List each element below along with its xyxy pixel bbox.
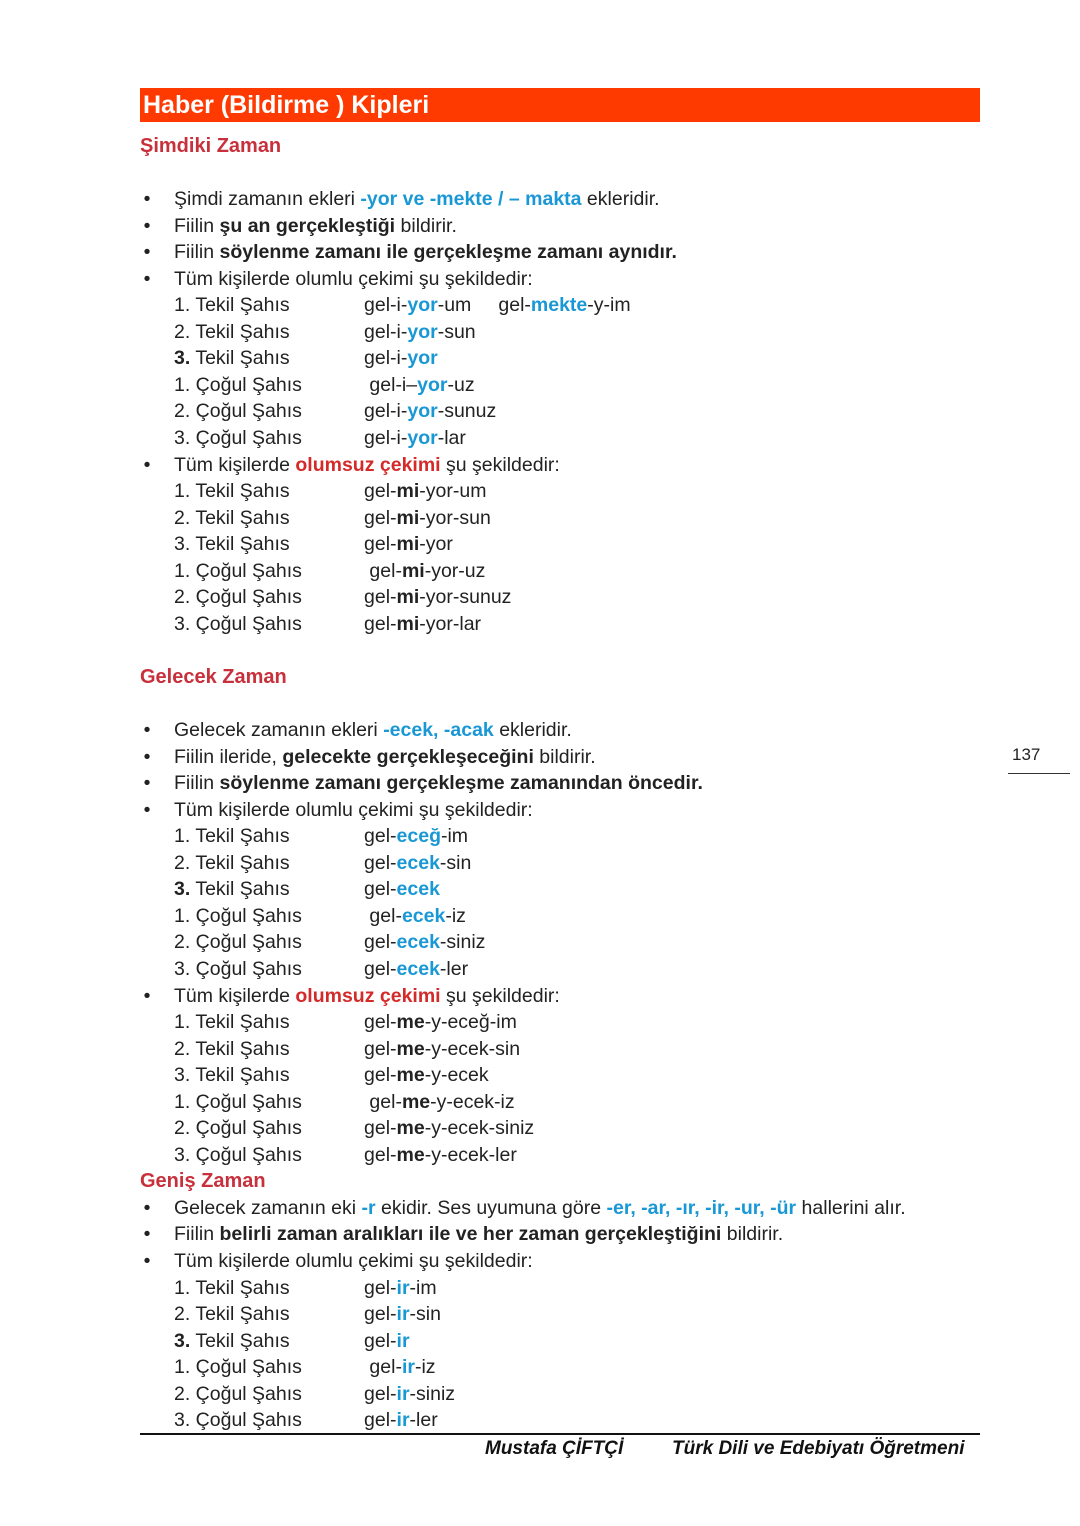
person-label: [174, 1036, 290, 1063]
text-segment: mi: [396, 506, 420, 529]
text-segment: -iz: [414, 1356, 436, 1379]
text-segment: mi: [401, 559, 425, 582]
verb-form: [364, 956, 468, 983]
section-heading: Şimdiki Zaman: [140, 135, 282, 157]
text-segment: mi: [396, 533, 420, 556]
text-segment: gel-: [364, 480, 397, 503]
conjugation-row: [140, 1115, 980, 1142]
text-segment: gel-: [364, 904, 402, 927]
conjugation-row: [140, 372, 980, 399]
text-segment: -y-ecek: [424, 1064, 489, 1087]
text-segment: Gelecek zamanın eki: [174, 1196, 362, 1219]
text-segment: -uz: [447, 373, 475, 396]
verb-form: [364, 1089, 515, 1116]
bullet-text: [174, 266, 533, 293]
bullet-text: [174, 186, 660, 213]
text-segment: -yor ve -mekte / – makta: [360, 188, 582, 211]
text-segment: -y-eceğ-im: [424, 1011, 517, 1034]
text-segment: 1. Tekil Şahıs: [174, 825, 290, 848]
verb-form: [364, 292, 631, 319]
text-segment: belirli zaman aralıkları ile ve her zaman gerçekleştiğini: [219, 1223, 722, 1246]
text-segment: Şimdi zamanın ekleri: [174, 188, 361, 211]
conjugation-row: [140, 1009, 980, 1036]
text-segment: me: [396, 1064, 425, 1087]
text-segment: -y-ecek-ler: [424, 1143, 517, 1166]
text-segment: -ler: [439, 957, 469, 980]
text-segment: gel-: [364, 586, 397, 609]
conjugation-row: [140, 1089, 980, 1116]
person-label: [174, 425, 302, 452]
conjugation-row: [140, 1301, 980, 1328]
text-segment: me: [396, 1143, 425, 1166]
conjugation-row: [140, 1142, 980, 1169]
person-label: [174, 1354, 302, 1381]
text-segment: ecek: [396, 851, 440, 874]
text-segment: Fiilin: [174, 214, 220, 237]
person-label: [174, 903, 302, 930]
person-label: [174, 1062, 290, 1089]
text-segment: -er, -ar, -ır, -ir, -ur, -ür: [606, 1196, 797, 1219]
text-segment: 3.: [174, 1329, 191, 1352]
text-segment: -y-im: [587, 294, 631, 317]
text-segment: 1. Tekil Şahıs: [174, 294, 290, 317]
text-segment: gel-i–: [364, 373, 418, 396]
text-segment: -r: [361, 1196, 376, 1219]
person-label: [174, 1115, 302, 1142]
document-body: [140, 133, 980, 1434]
text-segment: gel-i-: [364, 400, 408, 423]
text-segment: mi: [396, 586, 420, 609]
conjugation-row: [140, 823, 980, 850]
text-segment: mi: [396, 612, 420, 635]
bullet-item: [140, 266, 980, 293]
text-segment: 1. Tekil Şahıs: [174, 1011, 290, 1034]
text-segment: gel-: [364, 533, 397, 556]
text-segment: 2. Tekil Şahıs: [174, 320, 290, 343]
footer-author: Mustafa ÇİFTÇİ: [485, 1438, 624, 1459]
text-segment: 1. Çoğul Şahıs: [174, 904, 302, 927]
person-label: [174, 531, 290, 558]
text-segment: 2. Tekil Şahıs: [174, 1303, 290, 1326]
bullet-item: [140, 213, 980, 240]
bullet-text: [174, 452, 560, 479]
person-label: [174, 1301, 290, 1328]
text-segment: gel-: [364, 1356, 402, 1379]
text-segment: yor: [417, 373, 448, 396]
verb-form: [364, 876, 440, 903]
text-segment: gel-: [364, 1409, 397, 1432]
text-segment: gel-: [364, 1090, 402, 1113]
text-segment: ir: [396, 1303, 410, 1326]
text-segment: ekleridir.: [581, 188, 660, 211]
text-segment: 1. Tekil Şahıs: [174, 1276, 290, 1299]
text-segment: gel-: [364, 1143, 397, 1166]
conjugation-row: [140, 850, 980, 877]
conjugation-row: [140, 1381, 980, 1408]
text-segment: 1. Çoğul Şahıs: [174, 373, 302, 396]
text-segment: Tekil Şahıs: [190, 347, 290, 370]
bullet-icon: •: [143, 798, 151, 821]
text-segment: 1. Çoğul Şahıs: [174, 559, 302, 582]
verb-form: [364, 398, 496, 425]
bullet-text: [174, 797, 533, 824]
text-segment: gel-: [364, 878, 397, 901]
text-segment: 3. Çoğul Şahıs: [174, 1143, 302, 1166]
conjugation-row: [140, 584, 980, 611]
person-label: [174, 478, 290, 505]
text-segment: gel-: [364, 1329, 397, 1352]
text-segment: yor: [407, 427, 438, 450]
conjugation-row: [140, 956, 980, 983]
text-segment: gel-: [364, 1276, 397, 1299]
conjugation-row: [140, 1407, 980, 1434]
text-segment: şu an gerçekleştiği: [219, 214, 396, 237]
person-label: [174, 319, 290, 346]
text-segment: hallerini alır.: [796, 1196, 906, 1219]
text-segment: gel-: [364, 506, 397, 529]
verb-form: [364, 584, 511, 611]
verb-form: [364, 1275, 437, 1302]
conjugation-row: [140, 1062, 980, 1089]
bullet-icon: •: [143, 1196, 151, 1219]
text-segment: -yor: [419, 533, 453, 556]
verb-form: [364, 1301, 441, 1328]
text-segment: şu şekildedir:: [440, 984, 560, 1007]
text-segment: 3.: [174, 878, 191, 901]
text-segment: gel-: [364, 612, 397, 635]
text-segment: gel-: [364, 1117, 397, 1140]
text-segment: 3. Çoğul Şahıs: [174, 957, 302, 980]
verb-form: [364, 558, 485, 585]
text-segment: ir: [401, 1356, 415, 1379]
text-segment: ir: [396, 1409, 410, 1432]
bullet-icon: •: [143, 241, 151, 264]
bullet-text: [174, 213, 457, 240]
person-label: [174, 558, 302, 585]
verb-form: [364, 903, 466, 930]
verb-form: [364, 929, 485, 956]
bullet-icon: •: [143, 772, 151, 795]
verb-form: [364, 425, 466, 452]
blank-line: [140, 637, 980, 664]
bullet-icon: •: [143, 214, 151, 237]
text-segment: -yor-sunuz: [419, 586, 512, 609]
page-number: 137: [1012, 745, 1041, 764]
text-segment: me: [396, 1011, 425, 1034]
text-segment: gel-: [364, 1037, 397, 1060]
text-segment: ecek: [396, 957, 440, 980]
text-segment: yor: [407, 294, 438, 317]
text-segment: Tüm kişilerde: [174, 984, 296, 1007]
verb-form: [364, 850, 471, 877]
conjugation-row: [140, 929, 980, 956]
bullet-item: [140, 186, 980, 213]
text-segment: -sunuz: [437, 400, 497, 423]
verb-form: [364, 531, 453, 558]
text-segment: -siniz: [409, 1382, 456, 1405]
text-segment: -sin: [409, 1303, 441, 1326]
text-segment: -iz: [445, 904, 466, 927]
bullet-item: [140, 744, 980, 771]
text-segment: yor: [407, 347, 438, 370]
blank-line: [140, 690, 980, 717]
verb-form: [364, 505, 491, 532]
footer-role: Türk Dili ve Edebiyatı Öğretmeni: [672, 1438, 965, 1459]
text-segment: -yor-lar: [419, 612, 482, 635]
text-segment: 3. Tekil Şahıs: [174, 1064, 290, 1087]
bullet-item: [140, 717, 980, 744]
page-title: Haber (Bildirme ) Kipleri: [143, 91, 430, 119]
text-segment: 3.: [174, 347, 191, 370]
bullet-item: [140, 452, 980, 479]
text-segment: me: [401, 1090, 431, 1113]
text-segment: gel-i-: [364, 427, 408, 450]
bullet-text: [174, 770, 703, 797]
text-segment: -y-ecek-sin: [424, 1037, 521, 1060]
title-bar: [140, 88, 980, 122]
text-segment: gel-: [364, 1011, 397, 1034]
conjugation-row: [140, 1328, 980, 1355]
text-segment: gel-: [364, 1382, 397, 1405]
person-label: [174, 1275, 290, 1302]
text-segment: gel-: [364, 1064, 397, 1087]
bullet-icon: •: [143, 453, 151, 476]
person-label: [174, 1009, 290, 1036]
text-segment: gel-: [364, 1303, 397, 1326]
text-segment: yor: [407, 320, 438, 343]
text-segment: -sin: [439, 851, 472, 874]
verb-form: [364, 1381, 455, 1408]
text-segment: mekte: [530, 294, 588, 317]
conjugation-row: [140, 558, 980, 585]
text-segment: bildirir.: [395, 214, 457, 237]
text-segment: ir: [396, 1329, 410, 1352]
verb-form: [364, 478, 486, 505]
bullet-icon: •: [143, 745, 151, 768]
person-label: [174, 505, 290, 532]
bullet-icon: •: [143, 719, 151, 742]
text-segment: 2. Çoğul Şahıs: [174, 1382, 302, 1405]
verb-form: [364, 1036, 520, 1063]
text-segment: gel-: [364, 559, 402, 582]
blank-line: [140, 160, 980, 187]
verb-form: [364, 1354, 436, 1381]
verb-form: [364, 1407, 438, 1434]
text-segment: 2. Çoğul Şahıs: [174, 586, 302, 609]
person-label: [174, 292, 290, 319]
text-segment: ecek: [396, 878, 440, 901]
text-segment: gel-: [364, 957, 397, 980]
text-segment: -yor-sun: [419, 506, 491, 529]
person-label: [174, 345, 290, 372]
text-segment: -ecek, -acak: [383, 719, 494, 742]
text-segment: Tüm kişilerde olumlu çekimi şu şekildedir:: [174, 1249, 533, 1272]
conjugation-row: [140, 425, 980, 452]
conjugation-row: [140, 345, 980, 372]
conjugation-row: [140, 531, 980, 558]
text-segment: -im: [409, 1276, 437, 1299]
bullet-item: [140, 1195, 980, 1222]
text-segment: Fiilin ileride,: [174, 745, 283, 768]
bullet-text: [174, 1221, 783, 1248]
conjugation-row: [140, 319, 980, 346]
bullet-text: [174, 239, 677, 266]
verb-form: [364, 372, 475, 399]
conjugation-row: [140, 478, 980, 505]
verb-form: [364, 823, 468, 850]
text-segment: me: [396, 1117, 425, 1140]
person-label: [174, 584, 302, 611]
bullet-text: [174, 717, 572, 744]
conjugation-row: [140, 505, 980, 532]
text-segment: 2. Çoğul Şahıs: [174, 400, 302, 423]
text-segment: -y-ecek-iz: [430, 1090, 515, 1113]
text-segment: gel-i-: [364, 294, 408, 317]
bullet-item: [140, 770, 980, 797]
conjugation-row: [140, 1275, 980, 1302]
page-number-rule: [1008, 773, 1070, 774]
person-label: [174, 1089, 302, 1116]
text-segment: -im: [440, 825, 469, 848]
text-segment: gel-: [364, 851, 397, 874]
bullet-item: [140, 983, 980, 1010]
person-label: [174, 372, 302, 399]
text-segment: 1. Çoğul Şahıs: [174, 1090, 302, 1113]
text-segment: Tekil Şahıs: [190, 1329, 290, 1352]
text-segment: söylenme zamanı ile gerçekleşme zamanı aynıdır.: [219, 241, 677, 264]
bullet-icon: •: [143, 1223, 151, 1246]
text-segment: Fiilin: [174, 1223, 220, 1246]
conjugation-row: [140, 611, 980, 638]
conjugation-row: [140, 876, 980, 903]
text-segment: gelecekte gerçekleşeceğini: [282, 745, 534, 768]
text-segment: 1. Çoğul Şahıs: [174, 1356, 302, 1379]
text-segment: 1. Tekil Şahıs: [174, 480, 290, 503]
conjugation-row: [140, 292, 980, 319]
section-heading: Gelecek Zaman: [140, 665, 287, 688]
person-label: [174, 1381, 302, 1408]
text-segment: Tüm kişilerde: [174, 453, 296, 476]
text-segment: ecek: [396, 931, 440, 954]
person-label: [174, 929, 302, 956]
person-label: [174, 1328, 290, 1355]
bullet-item: [140, 1221, 980, 1248]
text-segment: Gelecek zamanın ekleri: [174, 719, 384, 742]
person-label: [174, 850, 290, 877]
text-segment: gel-: [364, 931, 397, 954]
text-segment: -ler: [409, 1409, 438, 1432]
text-segment: 2. Tekil Şahıs: [174, 506, 290, 529]
text-segment: bildirir.: [533, 745, 596, 768]
section-heading: Geniş Zaman: [140, 1170, 266, 1193]
text-segment: yor: [407, 400, 438, 423]
text-segment: 3. Çoğul Şahıs: [174, 612, 302, 635]
text-segment: şu şekildedir:: [440, 453, 560, 476]
person-label: [174, 956, 302, 983]
text-segment: Tüm kişilerde olumlu çekimi şu şekildedir:: [174, 267, 533, 290]
text-segment: eceğ: [396, 825, 441, 848]
text-segment: -yor-um: [419, 480, 487, 503]
conjugation-row: [140, 1354, 980, 1381]
bullet-icon: •: [143, 1249, 151, 1272]
verb-form: [364, 345, 438, 372]
verb-form: [364, 1115, 534, 1142]
person-label: [174, 398, 302, 425]
conjugation-row: [140, 398, 980, 425]
text-segment: 2. Tekil Şahıs: [174, 851, 290, 874]
bullet-item: [140, 797, 980, 824]
text-segment: me: [396, 1037, 425, 1060]
verb-form: [364, 1062, 489, 1089]
verb-form: [364, 1328, 410, 1355]
bullet-text: [174, 1195, 906, 1222]
text-segment: 3. Tekil Şahıs: [174, 533, 290, 556]
bullet-item: [140, 239, 980, 266]
text-segment: ekleridir.: [493, 719, 572, 742]
bullet-icon: •: [143, 267, 151, 290]
text-segment: ekidir. Ses uyumuna göre: [375, 1196, 607, 1219]
text-segment: -y-ecek-siniz: [424, 1117, 535, 1140]
text-segment: ecek: [401, 904, 446, 927]
footer-rule: [140, 1433, 980, 1435]
person-label: [174, 876, 290, 903]
text-segment: 2. Çoğul Şahıs: [174, 931, 302, 954]
text-segment: olumsuz çekimi: [295, 984, 441, 1007]
person-label: [174, 1407, 302, 1434]
text-segment: Fiilin: [174, 772, 220, 795]
text-segment: Tekil Şahıs: [190, 878, 290, 901]
text-segment: söylenme zamanı gerçekleşme zamanından öncedir.: [219, 772, 703, 795]
text-segment: -siniz: [439, 931, 486, 954]
bullet-icon: •: [143, 984, 151, 1007]
text-segment: 2. Tekil Şahıs: [174, 1037, 290, 1060]
text-segment: olumsuz çekimi: [295, 453, 441, 476]
text-segment: -um gel-: [437, 294, 531, 317]
bullet-text: [174, 983, 560, 1010]
text-segment: gel-i-: [364, 347, 408, 370]
person-label: [174, 1142, 302, 1169]
text-segment: 3. Çoğul Şahıs: [174, 427, 302, 450]
text-segment: -sun: [437, 320, 476, 343]
text-segment: gel-i-: [364, 320, 408, 343]
text-segment: Tüm kişilerde olumlu çekimi şu şekildedir:: [174, 798, 533, 821]
conjugation-row: [140, 1036, 980, 1063]
text-segment: -yor-uz: [424, 559, 486, 582]
bullet-text: [174, 1248, 533, 1275]
bullet-icon: •: [143, 188, 151, 211]
verb-form: [364, 319, 476, 346]
text-segment: mi: [396, 480, 420, 503]
text-segment: bildirir.: [721, 1223, 784, 1246]
text-segment: 3. Çoğul Şahıs: [174, 1409, 302, 1432]
text-segment: Fiilin: [174, 241, 220, 264]
person-label: [174, 823, 290, 850]
verb-form: [364, 1009, 517, 1036]
person-label: [174, 611, 302, 638]
text-segment: ir: [396, 1276, 410, 1299]
text-segment: gel-: [364, 825, 397, 848]
conjugation-row: [140, 903, 980, 930]
verb-form: [364, 1142, 517, 1169]
bullet-item: [140, 1248, 980, 1275]
text-segment: ir: [396, 1382, 410, 1405]
verb-form: [364, 611, 481, 638]
bullet-text: [174, 744, 596, 771]
text-segment: 2. Çoğul Şahıs: [174, 1117, 302, 1140]
text-segment: -lar: [437, 427, 466, 450]
